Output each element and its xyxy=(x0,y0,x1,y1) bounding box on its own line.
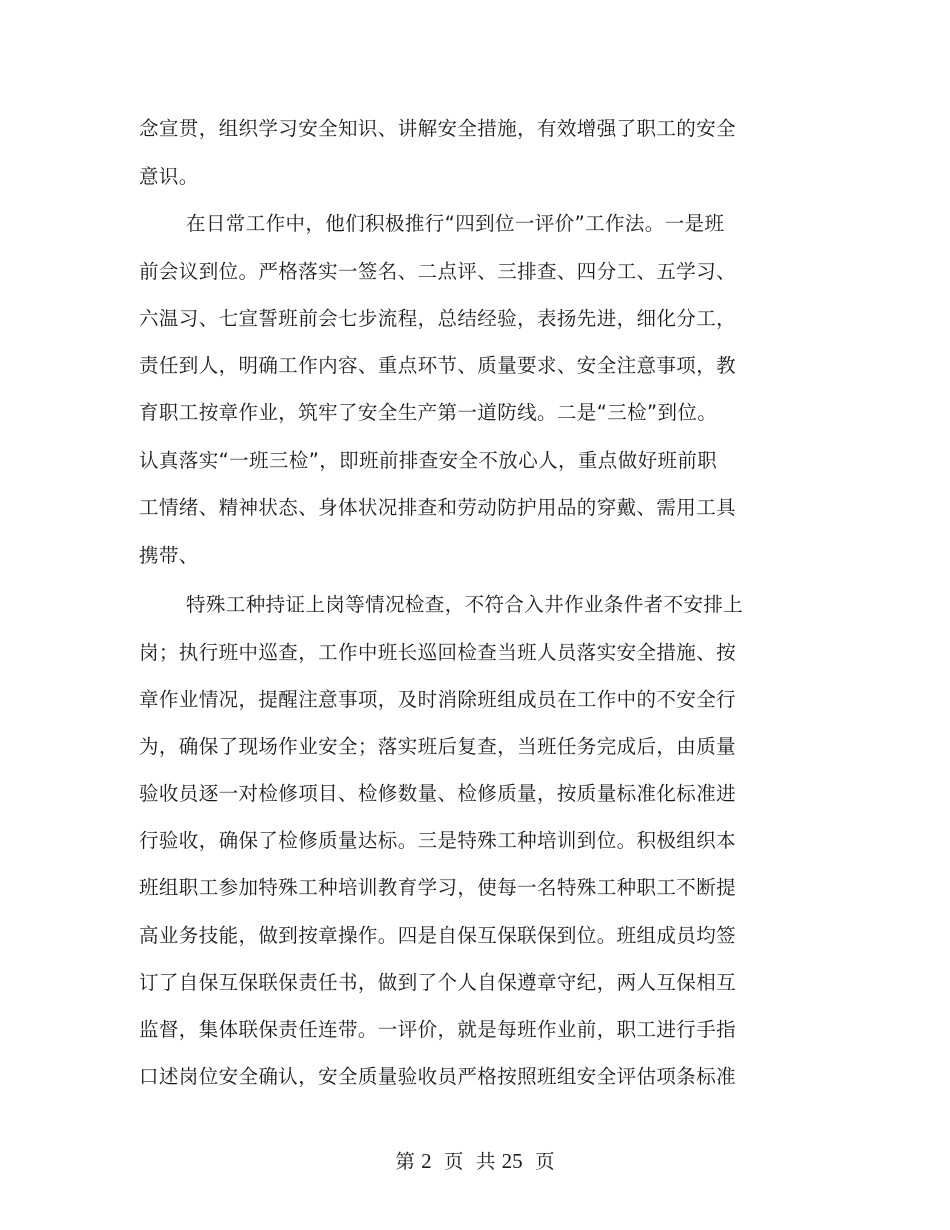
page-suffix: 页 xyxy=(535,1150,555,1173)
text-line: 高业务技能，做到按章操作。四是自保互保联保到位。班组成员均签 xyxy=(139,924,737,947)
paragraph-first-line: 特殊工种持证上岗等情况检查，不符合入井作业条件者不安排上 xyxy=(186,593,744,616)
text-line: 认真落实“一班三检”，即班前排查安全不放心人，重点做好班前职 xyxy=(139,449,718,472)
text-line: 验收员逐一对检修项目、检修数量、检修质量，按质量标准化标准进 xyxy=(139,782,737,805)
text-line: 念宣贯，组织学习安全知识、讲解安全措施，有效增强了职工的安全 xyxy=(139,117,737,140)
text-line: 口述岗位安全确认，安全质量验收员严格按照班组安全评估项条标准 xyxy=(139,1065,737,1088)
text-line: 监督，集体联保责任连带。一评价，就是每班作业前，职工进行手指 xyxy=(139,1018,737,1041)
text-line: 章作业情况，提醒注意事项，及时消除班组成员在工作中的不安全行 xyxy=(139,688,737,711)
text-line: 携带、 xyxy=(139,544,199,567)
text-line: 工情绪、精神状态、身体状况排查和劳动防护用品的穿戴、需用工具 xyxy=(139,496,737,519)
current-page-number: 2 xyxy=(421,1149,432,1173)
text-line: 为，确保了现场作业安全；落实班后复查，当班任务完成后，由质量 xyxy=(139,735,737,758)
text-line: 意识。 xyxy=(139,165,199,188)
page-prefix: 第 xyxy=(395,1150,415,1173)
text-line: 六温习、七宣誓班前会七步流程，总结经验，表扬先进，细化分工， xyxy=(139,307,737,330)
text-line: 育职工按章作业，筑牢了安全生产第一道防线。二是“三检”到位。 xyxy=(139,401,718,424)
total-prefix: 共 xyxy=(475,1150,496,1173)
page-word: 页 xyxy=(444,1150,464,1173)
total-pages-number: 25 xyxy=(501,1149,523,1173)
page-footer xyxy=(0,1151,950,1172)
text-line: 责任到人，明确工作内容、重点环节、质量要求、安全注意事项，教 xyxy=(139,354,737,377)
text-line: 行验收，确保了检修质量达标。三是特殊工种培训到位。积极组织本 xyxy=(139,829,737,852)
text-line: 前会议到位。严格落实一签名、二点评、三排查、四分工、五学习、 xyxy=(139,260,737,283)
paragraph-first-line: 在日常工作中，他们积极推行“四到位一评价”工作法。一是班 xyxy=(186,212,725,235)
text-line: 岗；执行班中巡查，工作中班长巡回检查当班人员落实安全措施、按 xyxy=(139,641,737,664)
text-line: 班组职工参加特殊工种培训教育学习，使每一名特殊工种职工不断提 xyxy=(139,876,737,899)
text-line: 订了自保互保联保责任书，做到了个人自保遵章守纪，两人互保相互 xyxy=(139,971,737,994)
